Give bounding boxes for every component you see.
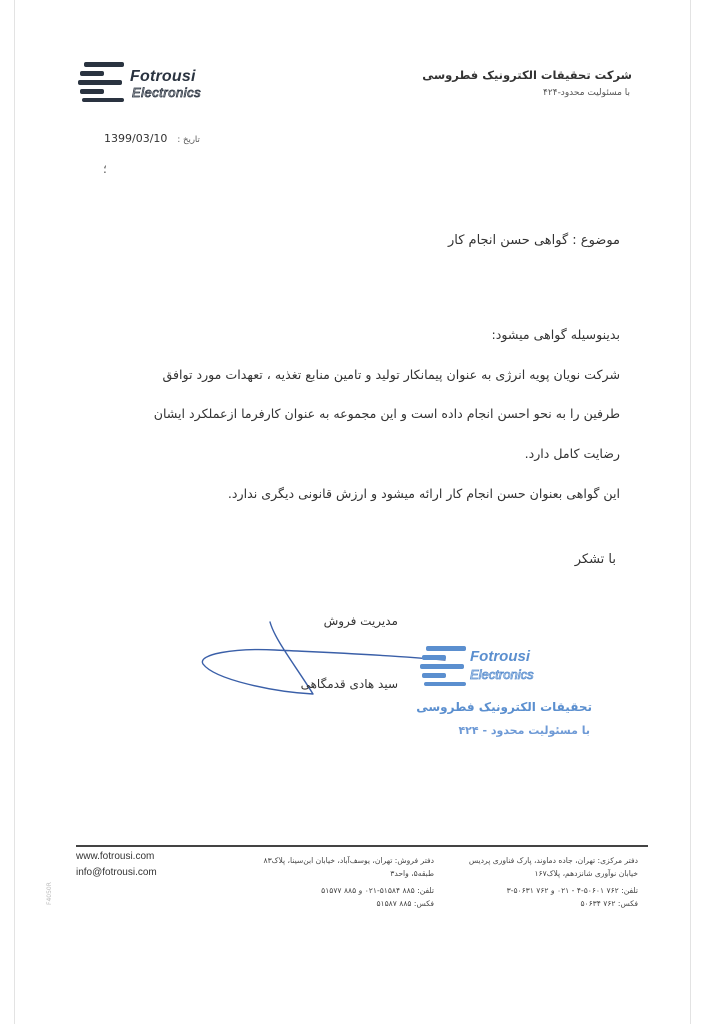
date-label: تاریخ :	[177, 135, 200, 145]
number-mark: ؛	[103, 162, 107, 176]
email-link[interactable]: info@fotrousi.com	[76, 867, 157, 878]
hq-phone: تلفن: ۷۶۲ ۵۰۶۰۱-۴ - ۰۲۱ و ۷۶۲ ۵۰۶۳۱-۳	[506, 886, 638, 895]
closing: با تشکر	[574, 552, 616, 567]
form-code: F4050R	[46, 882, 53, 905]
company-name: شرکت تحقیقات الکترونیک فطروسی	[422, 68, 632, 82]
letter-subject: موضوع : گواهی حسن انجام کار	[447, 233, 620, 248]
sales-fax: فکس: ۸۸۵ ۵۱۵۸۷	[376, 899, 434, 908]
body-line: این گواهی بعنوان حسن انجام کار ارائه میشود و ارزش قانونی دیگری ندارد.	[227, 486, 620, 501]
stamp-logo-word: Fotrousi	[470, 648, 530, 665]
company-stamp	[416, 640, 606, 750]
company-registration: با مسئولیت محدود-۴۲۴	[543, 88, 630, 98]
hq-fax: فکس: ۷۶۲ ۵۰۶۳۴	[580, 899, 638, 908]
sales-address-line: دفتر فروش: تهران، یوسف‌آباد، خیابان ابن‌سینا، پلاک۸۳	[263, 856, 434, 865]
body-line: شرکت نویان پویه انرژی به عنوان پیمانکار تولید و تامین منابع تغذیه ، تعهدات مورد توافق	[162, 367, 620, 382]
signer-title: مدیریت فروش	[323, 614, 398, 628]
scan-edge-right	[690, 0, 691, 1024]
date-value: 1399/03/10	[104, 132, 168, 145]
stamp-registration: با مسئولیت محدود - ۴۲۴	[458, 724, 590, 737]
logo-subtitle: Electronics	[132, 85, 202, 100]
logo-word: Fotrousi	[130, 68, 196, 85]
hq-address-line: خیابان نوآوری شانزدهم، پلاک۱۶۷	[534, 869, 638, 878]
footer-divider	[76, 845, 648, 847]
stamp-logo-subtitle: Electronics	[470, 667, 534, 682]
logo-mark-icon	[78, 60, 134, 104]
date-row	[104, 132, 200, 145]
signer-name: سید هادی قدمگاهی	[300, 677, 398, 691]
stamp-company-name: تحقیقات الکترونیک فطروسی	[416, 700, 592, 714]
sales-phone: تلفن: ۸۸۵ ۵۱۵۸۴-۰۲۱ و ۸۸۵ ۵۱۵۷۷	[321, 886, 434, 895]
company-logo	[78, 60, 238, 108]
website-link[interactable]: www.fotrousi.com	[76, 851, 155, 862]
body-line: رضایت کامل دارد.	[524, 446, 620, 461]
scan-edge-left	[14, 0, 15, 1024]
sales-address-line: طبقه۵، واحد۳	[390, 869, 434, 878]
hq-address-line: دفتر مرکزی: تهران، جاده دماوند، پارک فناوری پردیس	[468, 856, 638, 865]
body-line: بدینوسیله گواهی میشود:	[491, 327, 620, 342]
body-line: طرفین را به نحو احسن انجام داده است و این مجموعه به عنوان کارفرما ازعملکرد ایشان	[153, 406, 620, 421]
stamp-logo-icon	[420, 644, 476, 688]
